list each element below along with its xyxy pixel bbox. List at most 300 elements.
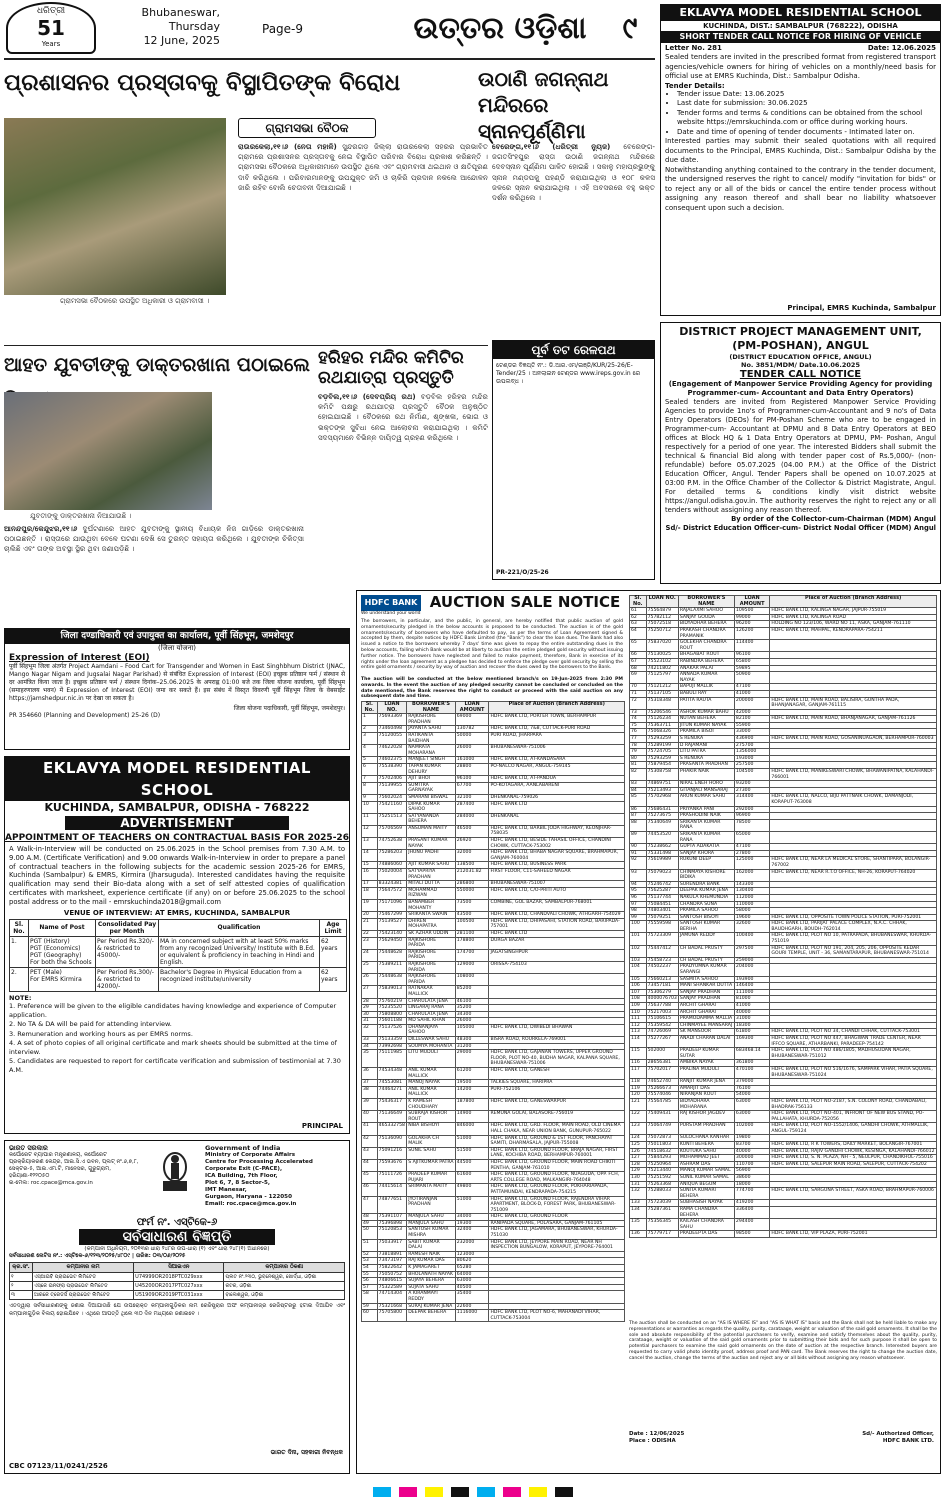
cell-loan-no: 75246742 (646, 881, 678, 888)
table-row (630, 1048, 937, 1060)
table-row (630, 933, 937, 945)
cell: ଏସ୍‌କେ ଇନଫ୍ରା ପ୍ରାଇଭେଟ ଲିମିଟେଡ (33, 1282, 134, 1291)
cell-sl: 35 (362, 1050, 378, 1068)
cell-amount: 275700 (734, 742, 770, 749)
cell-amount: 42000 (734, 709, 770, 716)
cell-amount: 96100 (455, 776, 489, 783)
cell-loan-no: 74869751 (646, 781, 678, 788)
table-row (630, 652, 937, 659)
cell-sl: 97 (630, 901, 647, 908)
cell-amount: 59895 (734, 665, 770, 672)
table-row (630, 709, 937, 716)
cell-loan-no: 73473197 (377, 1258, 407, 1265)
cell-amount: 774700 (734, 1188, 770, 1200)
logo-number: 51 (37, 16, 65, 40)
cell-sl: 99 (630, 914, 647, 921)
table-row (630, 1155, 937, 1162)
cell-branch (770, 831, 937, 843)
table-row (362, 782, 625, 794)
cell-branch (770, 1022, 937, 1029)
cell-sl: 103 (630, 957, 647, 964)
cell-sl: 96 (630, 894, 647, 901)
page-number: ୯ (622, 11, 638, 46)
cell-borrower: BHAGABAT ROUT (678, 652, 734, 659)
cell-borrower: ARCHIT GHARAI (678, 1003, 734, 1010)
cell: ୧ (10, 1273, 33, 1282)
cell-borrower: PRADYUMNA KUMAR SARANGI (678, 964, 734, 976)
cell-borrower: RAJ KUMAR DAS (407, 1258, 456, 1265)
cell-borrower: NIBA BISHOYI (407, 1123, 456, 1135)
hdfc-bank-name: HDFC BANK (364, 598, 418, 607)
cell-borrower: SURAJ KUMAR JENA (407, 1303, 456, 1310)
cell-borrower: ASHOK KUMAR BAHU (678, 709, 734, 716)
cell-sl: 91 (630, 850, 647, 857)
cell-sl: 48 (362, 1214, 378, 1221)
table-row (630, 1085, 937, 1092)
cell-sl: 98 (630, 908, 647, 915)
table-header-row (10, 919, 347, 936)
cell-sl: 53 (362, 1258, 378, 1265)
cell-loan-no: 73457181 (646, 983, 678, 990)
cell-amount: 49800 (455, 1184, 489, 1196)
cell-borrower: CHARULATA JENA (407, 998, 456, 1005)
cell-borrower: GOLAKHA CH MALIK (407, 1135, 456, 1147)
cell-branch (770, 652, 937, 659)
cell-borrower: SATYAPRIYA PRADHAN (407, 869, 456, 881)
cell-amount: 169300 (734, 1035, 770, 1047)
cell-branch: HDFC BANK LTD, GANESWARPUR (489, 1099, 625, 1111)
cell-amount: 51500 (455, 1147, 489, 1159)
cell-sl: 118 (630, 1079, 647, 1086)
cell-sl: 47 (362, 1196, 378, 1214)
cell-amount: 50000 (455, 732, 489, 744)
cell-loan-no: 75359542 (646, 1022, 678, 1029)
railway-body: ଟେଣ୍ଡର ବିଜ୍ଞପ୍ତି ନଂ.: ଡି.ଆର.ଏମ/ଇଞ୍ଜି/KUR/25-26/E-Tender/25 । ଅନଲାଇନ ଟେଣ୍ଡର www.ireps.gov.in ରେ ଉପଲବ୍ଧ । (496, 362, 641, 385)
cell-amount: 162000 (734, 869, 770, 881)
cell-amount: 125000 (734, 857, 770, 869)
cell-amount: 34000 (455, 1214, 489, 1221)
table-row (630, 1079, 937, 1086)
cell-branch (770, 742, 937, 749)
cell-sl: 101 (630, 933, 647, 945)
cell-sl: 2. (10, 967, 29, 991)
cell-branch (770, 1181, 937, 1188)
cell-amount: 64000 (455, 1271, 489, 1278)
cell-borrower: SUNITA KUMARI BEHERA (678, 1188, 734, 1200)
cell-sl: 124 (630, 1135, 647, 1142)
cell-loan-no: 75206546 (646, 709, 678, 716)
cell-post: PET (Male) For EMRS Kirmira (29, 967, 96, 991)
cell-loan-no: 75321668 (377, 1303, 407, 1310)
cell-branch (770, 983, 937, 990)
cell-sl: 9 (362, 794, 378, 801)
cell-sl: 113 (630, 1029, 647, 1036)
cell-borrower: PRIYANKA PANI (678, 806, 734, 813)
cell-amount: 109500 (734, 608, 770, 615)
table-row (630, 914, 937, 921)
mca-ref-line: ସର୍ବସାଧାରଣ ନୋଟିସ ନଂ.: ଏସ୍‌ଟିକେ-୬/୧୨୩/୨୦୨୫/୪୮୦୯ | ତାରିଖ: ୦୩/୦୬/୨୦୨୫ (9, 1253, 186, 1259)
cell-amount: 130400 (734, 888, 770, 895)
cell-sl: 132 (630, 1188, 647, 1200)
cell-branch: HDFC BANK LTD, JEYPORE MAIN ROAD, NEAR NH INSPECTION BUNGALOW, KORAPUT, JEYPORE-764001 (489, 1239, 625, 1251)
cell-amount: 550000 (455, 887, 489, 899)
cell-amount: 28800 (455, 763, 489, 775)
hdfc-table-right (629, 595, 937, 1238)
cell-amount: 31200 (455, 1043, 489, 1050)
cell-branch: HDFC BANK LTD, DWIBEDI BHAWAN (489, 1024, 625, 1036)
cell-branch: HDFC BANK LTD, PLOT NO 516/1676, SAMPARK VIHAR, PATIA SQUARE, BHUBANESWAR-751024 (770, 1066, 937, 1078)
table-row (630, 819, 937, 831)
cell-borrower: RAMESH NAIK (407, 1251, 456, 1258)
cell-sl: 123 (630, 1123, 647, 1135)
cell-sl: 80 (630, 755, 647, 762)
cell-branch: HDFC BANK LTD, SALEPUR MAIN ROAD, SALEPUR, CUTTACK-754202 (770, 1161, 937, 1168)
cell-loan-no: 75120853 (377, 1227, 407, 1239)
cell-amount: 111000 (734, 989, 770, 996)
cell-branch: HDFC BANK LTD, CHANDVALI CHOWK, ATHGARH-754029 (489, 912, 625, 919)
angul-title: DISTRICT PROJECT MANAGEMENT UNIT, (PM-POSHAN), ANGUL (679, 325, 922, 352)
cell-amount: 110700 (734, 1161, 770, 1168)
cell-borrower: ANADI CHARAN DALAI (678, 1035, 734, 1047)
cell-borrower: ANIQUA BEGUM (678, 1181, 734, 1188)
table-row (362, 887, 625, 899)
col-header: କ୍ର.ସଂ. (10, 1263, 33, 1273)
cell-amount: 41000 (734, 690, 770, 697)
cell-branch (770, 787, 937, 794)
cell-sl: 110 (630, 1009, 647, 1016)
cell-borrower: D RAJAMANI (678, 742, 734, 749)
emrs-advert-venue: VENUE OF INTERVIEW: AT EMRS, KUCHINDA, SAMBALPUR (63, 908, 291, 917)
cell-loan-no: 75250712 (646, 627, 678, 639)
cell-sl: 2 (362, 726, 378, 733)
cell-sl: 27 (362, 986, 378, 998)
cell-borrower: BABULI RAY (678, 690, 734, 697)
cell-borrower: SANJAY KHORA (678, 850, 734, 857)
cell-borrower: BANAMBER MOHANTY (407, 900, 456, 912)
table-row (630, 945, 937, 957)
cell-amount: 81000 (734, 996, 770, 1003)
color-swatch (555, 1487, 573, 1497)
cell-amount: 46100 (455, 998, 489, 1005)
cell-branch (489, 986, 625, 998)
table-row (362, 974, 625, 986)
logo-years: Years (41, 40, 61, 48)
cell-amount: 43500 (455, 912, 489, 919)
cell-borrower: SANJAY GOUDA (678, 614, 734, 621)
cell-branch: DURGA BAZAR (489, 937, 625, 949)
cell-sl: 40 (362, 1111, 378, 1123)
cell-amount: 51000 (455, 1135, 489, 1147)
table-row (362, 1018, 625, 1025)
cell-branch (489, 1291, 625, 1303)
col-header: LOAN AMOUNT (455, 702, 489, 714)
cell-amount: 48300 (455, 1037, 489, 1044)
cell-branch (770, 1175, 937, 1182)
cell-branch (770, 989, 937, 996)
cell-amount: 63000 (455, 1278, 489, 1285)
table-row (630, 1098, 937, 1110)
cell-loan-no: 74806615 (377, 1278, 407, 1285)
cell-borrower: CH BADAL PRUSTY (678, 945, 734, 957)
cell-loan-no: 74752638 (377, 838, 407, 850)
cell-loan-no: 75318348 (646, 697, 678, 709)
cell-amount: 67700 (455, 782, 489, 794)
cell-branch: HDFC BANK LTD, NEAR R.T.O OFFICE, NH-26, KORAPUT-764020 (770, 869, 937, 881)
table-row (362, 1123, 625, 1135)
cell-sl: 31 (362, 1018, 378, 1025)
cell-borrower: NAMRATA MOHARANA (407, 745, 456, 757)
cell-sl: 5 (362, 757, 378, 764)
story1-body-text: ସୁନ୍ଦରଗଡ଼ ଜିଲ୍ଲା ରାଉରକେଲା ସହରର ପ୍ରଭାବିତ ଗ୍ରାମରେ ପ୍ରଶାସନର ପ୍ରସ୍ତାବକୁ ନେଇ ବିସ୍ଥାପିତ ପରିବାର ବିରୋଧ ପ୍ରକାଶ କରିଛନ୍ତି । ଗ୍ରାମସଭା ବୈଠକରେ ଅଧିକାରୀମାନେ ଉପସ୍ଥିତ ଥିଲେ ଏବଂ ଗ୍ରାମବାସୀ ଥଇଥାନ ଓ କ୍ଷତିପୂରଣ ଦାବି କରିଥିଲେ । ପରିବାରମାନଙ୍କୁ ଉପଯୁକ୍ତ ଜମି ଓ ଚାକିରି ପ୍ରଦାନ ନକଲେ ଆନ୍ଦୋଳନ ଜାରି ରହିବ ବୋଲି ଚେତାବନୀ ଦିଆଯାଇଛି । (238, 142, 488, 192)
cell-branch: HDFC BANK LTD (489, 801, 625, 813)
cell-borrower: TAPAN KUMAR DEHURY (407, 763, 456, 775)
cell-sl: 13 (362, 838, 378, 850)
cell-amount: 47100 (734, 844, 770, 851)
cell-loan-no: 75723309 (646, 933, 678, 945)
cell-branch (770, 908, 937, 915)
cell-sl: 17 (362, 881, 378, 888)
cell-loan-no: 74453520 (646, 831, 678, 843)
cell-sl: 45 (362, 1172, 378, 1184)
cell-age: 62 years (320, 967, 347, 991)
cell-loan-no: 4000076703 (647, 996, 677, 1002)
table-row (362, 1196, 625, 1214)
cell-amount: 73500 (455, 900, 489, 912)
emrs-tender-details-label: Tender Details: (665, 81, 725, 90)
cell-sl: 57 (362, 1284, 378, 1291)
cell-loan-no: 28656381 (646, 1060, 678, 1067)
table-row (630, 794, 937, 806)
cell-branch: HDFC BANK LTD, MAIN ROAD, BHANJANAGAR, GANJAM-761126 (770, 716, 937, 723)
cell-borrower: DHANANJAYA SAHOO (407, 1024, 456, 1036)
cell-pay: Per Period Rs.320/- & restricted to 45000/- (96, 936, 159, 967)
col-header: Sl. No. (10, 919, 29, 936)
cell-borrower: DHIREN MOHAPATRA (407, 918, 456, 930)
cell-amount: 47100 (734, 684, 770, 691)
cell-sl: 62 (630, 614, 647, 621)
cell-amount: 14900 (455, 1111, 489, 1123)
cell-branch (770, 1079, 937, 1086)
cell-sl: 125 (630, 1142, 647, 1149)
cell-branch (770, 1168, 937, 1175)
cell-sl: 109 (630, 1003, 647, 1010)
cell-branch: HDFC BANK LTD, PLOT NO 191, 204, 205, 206, OPPOSITE KEDAR GOURI TEMPLE, UNIT - 36, SAMANTARAPUR, BHUBANESWAR-751014 (770, 945, 937, 957)
cell-loan-no: 73818891 (377, 1251, 407, 1258)
table-row (362, 813, 625, 825)
cell-borrower: S AJITKUMAR PATRA (407, 1159, 456, 1171)
cell-borrower: ANSUMAN MAITY (407, 825, 456, 837)
cell-loan-no: 74714304 (377, 1291, 407, 1303)
emrs-advert-address: KUCHINDA, SAMBALPUR, ODISHA - 768222 (44, 801, 310, 814)
angul-subheading: (Engagement of Manpower Service Providing Agency for providing Programmer-cum- Accountant and Data Entry Operators) (668, 380, 933, 397)
cell-loan-no: 75837020 (646, 640, 678, 652)
cell-amount: 130782 (455, 726, 489, 733)
cell-amount: 58000 (734, 908, 770, 915)
cell-sl: 117 (630, 1066, 647, 1078)
cell-amount: 78500 (734, 819, 770, 831)
table-row (362, 998, 625, 1005)
table-row (362, 937, 625, 949)
table-row (362, 869, 625, 881)
cell-borrower: S RENUKA (678, 736, 734, 743)
cell-sl: 10 (362, 801, 378, 813)
cell-sl: 51 (362, 1239, 378, 1251)
cell-borrower: ARUN KUMAR SAHU (678, 794, 734, 806)
cell-borrower: CHANDRA SUNA (678, 901, 734, 908)
cell-branch (770, 881, 937, 888)
cell-branch: PURI ROAD, JHARPARA (489, 732, 625, 744)
jharkhand-heading: Expression of Interest (EOI) (9, 653, 150, 663)
cell-loan-no: 74502237 (646, 964, 678, 976)
cell-amount: 683468.14 (734, 1048, 770, 1060)
table-row (362, 794, 625, 801)
table-row (630, 1003, 937, 1010)
cell-loan-no: 75064749 (646, 1123, 678, 1135)
cell-sl: 54 (362, 1265, 378, 1272)
table-row (362, 1111, 625, 1123)
cell-branch (770, 1085, 937, 1092)
cell-borrower: JAMUNA REDDY (678, 933, 734, 945)
cell-branch: HDFC BANK LTD, BESIDE TAHASIL OFFICE, CHANDINI CHOWK, CUTTACK-753002 (489, 838, 625, 850)
cell-borrower: K JAMAGARET (407, 1265, 456, 1272)
cell-borrower: DEEPAK BEHERA (407, 1310, 456, 1322)
table-row (362, 862, 625, 869)
cell-qualification: Bachelor's Degree in Physical Education from a recognized institute/university (159, 967, 320, 991)
cell-branch (770, 729, 937, 736)
cell-amount: 65000 (734, 831, 770, 843)
cell-loan-no: 75136649 (377, 1111, 407, 1123)
cell-borrower: SRIKANTA KUMAR RANA (678, 819, 734, 831)
cell-borrower: GUPTA ADAKATIA (678, 844, 734, 851)
cell-amount: 76100 (734, 1085, 770, 1092)
cell-sl: 88 (630, 819, 647, 831)
cell-borrower: CHARULATA JENA (407, 1011, 456, 1018)
note-item: 2. No TA & DA will be paid for attending interview. (9, 1020, 172, 1029)
cell-branch (489, 1005, 625, 1012)
table-row (630, 857, 937, 869)
cell-branch: COMBINE, GOL BAZAR, SAMBALPUR-768001 (489, 900, 625, 912)
railway-title: ପୂର୍ବ ତଟ ରେଳପଥ (493, 341, 654, 359)
cell-sl: 61 (630, 608, 647, 615)
cell-borrower: SASMITA SAHOO (678, 976, 734, 983)
cell-loan-no: 75287361 (646, 1207, 678, 1219)
cell-branch (770, 844, 937, 851)
cell-loan-no: 75356345 (646, 1219, 678, 1231)
table-row (630, 888, 937, 895)
table-row (362, 1239, 625, 1251)
cell-amount: 143300 (734, 881, 770, 888)
table-row (362, 986, 625, 998)
cell-loan-no: 75779717 (646, 1231, 678, 1238)
cell-loan-no: 75706569 (377, 825, 407, 837)
cell-sl: 44 (362, 1159, 378, 1171)
table-row (362, 1068, 625, 1080)
cell-borrower: SUMITRA GARNAYAK (407, 782, 456, 794)
cell-loan-no: 75702968 (646, 794, 678, 806)
hdfc-intro: The borrowers, in particular, and the public, in general, are hereby notified that public auction of gold ornaments/security pledged in the below accounts is proposed to be conducted. The auction is of the gold ornaments/security of borrowers who have defaulted to pay, as per the terms of Loan Agreement signed & accepted by them, despite notices by HDFC Bank Limited (the "Bank") to clear the loan dues. The Bank had also issued a notice to the borrowers whereby 7 days' time was given to repay the entire outstanding dues in the below accounts, failing which Bank would be at liberty to auction the entire pledged gold security without issuing further notice. The borrowers have neglected and failed to make payment, therefore, Bank in exercise of its rights under the loan agreement as a pledgee has decided to enforce the pledge over gold security by selling the entire gold ornaments / security by way of auction and recover the dues owed by the borrowers to the Bank. (361, 619, 623, 671)
cell-amount: 63000 (734, 1111, 770, 1123)
cell-sl: 16 (362, 869, 378, 881)
mca-ref: CBC 07123/11/0241/2526 (9, 1462, 108, 1470)
table-row (10, 967, 347, 991)
cell-amount: 22600 (455, 1303, 489, 1310)
cell-borrower: CH BADAL PRUSTY (678, 957, 734, 964)
cell-amount: 40000 (734, 1009, 770, 1016)
cell-amount: 61600 (455, 1172, 489, 1184)
cell-borrower: MOHAMMAD RIZWAN (407, 887, 456, 899)
cell-amount: 80620 (455, 1258, 489, 1265)
col-header: Place of Auction (Branch Address) (489, 702, 625, 714)
table-row (630, 1016, 937, 1023)
detail-item: • Tender forms and terms & conditions can be obtained from the school website https://emrskuchinda.com or office during working hours. (677, 109, 936, 128)
table-row (630, 690, 937, 697)
cell-branch: HDFC BANK LTD, KALINGA ROAD (770, 614, 937, 621)
table-row (630, 964, 937, 976)
col-header: LOAN NO. (377, 702, 407, 714)
cell-branch (770, 709, 937, 716)
color-swatch (503, 1487, 521, 1497)
col-header: Sl. No. (630, 596, 647, 608)
angul-subtitle: (DISTRICT EDUCATION OFFICE, ANGUL) (729, 353, 872, 361)
cell-sl: 52 (362, 1251, 378, 1258)
cell-borrower: SANJAY PRADHAN (678, 996, 734, 1003)
cell-loan-no: 75458723 (646, 957, 678, 964)
cell-amount: 31000 (734, 1016, 770, 1023)
cell-loan-no: 75235520 (377, 1005, 407, 1012)
cell-amount: 96200 (734, 621, 770, 628)
cell-branch: HDFC BANK LTD, BUSINESS PARK (489, 862, 625, 869)
cell-loan-no: 74886060 (377, 862, 407, 869)
cell-borrower: PRAMILA SAHOO (678, 908, 734, 915)
table-row (362, 961, 625, 973)
cell-branch: DHENKANAL-759026 (489, 794, 625, 801)
cell-sl: 106 (630, 983, 647, 990)
cell-borrower: SUJATA SAHU (407, 1284, 456, 1291)
cell-branch (770, 1200, 937, 1207)
mca-notice-title: ସର୍ବସାଧାରଣ ବିଜ୍ଞପ୍ତି (79, 1229, 275, 1245)
cell-sl: 131 (630, 1181, 647, 1188)
cell-sl: 121 (630, 1098, 647, 1110)
cell-loan-no: 75139955 (377, 782, 407, 794)
table-row (630, 769, 937, 781)
hdfc-date-place (629, 1431, 684, 1445)
cell: ପ୍ଲଟ ନଂ.୨୩୦, ଭୁବନେଶ୍ୱର, ଖୋର୍ଦ୍ଧା, ଓଡ଼ିଶା (224, 1273, 345, 1282)
emrs-advert-school: EKLAVYA MODEL RESIDENTIAL SCHOOL (5, 757, 349, 801)
cell-borrower: PRADEEP KUMAR PUJARI (407, 1172, 456, 1184)
cell-amount: 83700 (734, 1142, 770, 1149)
cell-loan-no: 75421160 (377, 801, 407, 813)
cell-amount: 85200 (455, 986, 489, 998)
story1-headline: ପ୍ରଶାସନର ପ୍ରସ୍ତାବକୁ ବିସ୍ଥାପିତଙ୍କ ବିରୋଧ (4, 69, 401, 96)
hdfc-auction-notice (356, 590, 941, 1474)
note-item: 5. Candidates are requested to report for certificate verification and submission of testimonial at 7.30 A.M. (9, 1057, 341, 1074)
table-row (362, 1271, 625, 1278)
cell-amount: 297500 (734, 945, 770, 957)
cell-loan-no: 75068326 (646, 729, 678, 736)
cell-loan-no: 75286203 (377, 850, 407, 862)
cell-amount: 19600 (734, 914, 770, 921)
col-header: ସିଆଇଏନ (134, 1263, 224, 1273)
mca-subtext: (କମ୍ପାନୀ ଅଧିନିୟମ, ୨୦୧୩ର ଧାରା ୨୪୮ର ଉପ-ଧାରା (୧) ଏବଂ ଧାରା ୨୪୮(୧) ଅଧୀନରେ) (84, 1246, 270, 1252)
cell-amount: 18300 (734, 1022, 770, 1029)
detail-item: • Tender issue Date: 13.06.2025 (677, 90, 936, 100)
cell-loan-no: 75111726 (377, 1172, 407, 1184)
cell-sl: 73 (630, 709, 647, 716)
table-row (630, 806, 937, 813)
cell-borrower: SATYANANDA BEHERA (407, 813, 456, 825)
cell-branch: HDFC BANK LTD, GROUND FLOOR, MAIN ROAD CHIKITI PENTHA, GANJAM-761010 (489, 1159, 625, 1171)
col-header: LOAN AMOUNT (734, 596, 770, 608)
